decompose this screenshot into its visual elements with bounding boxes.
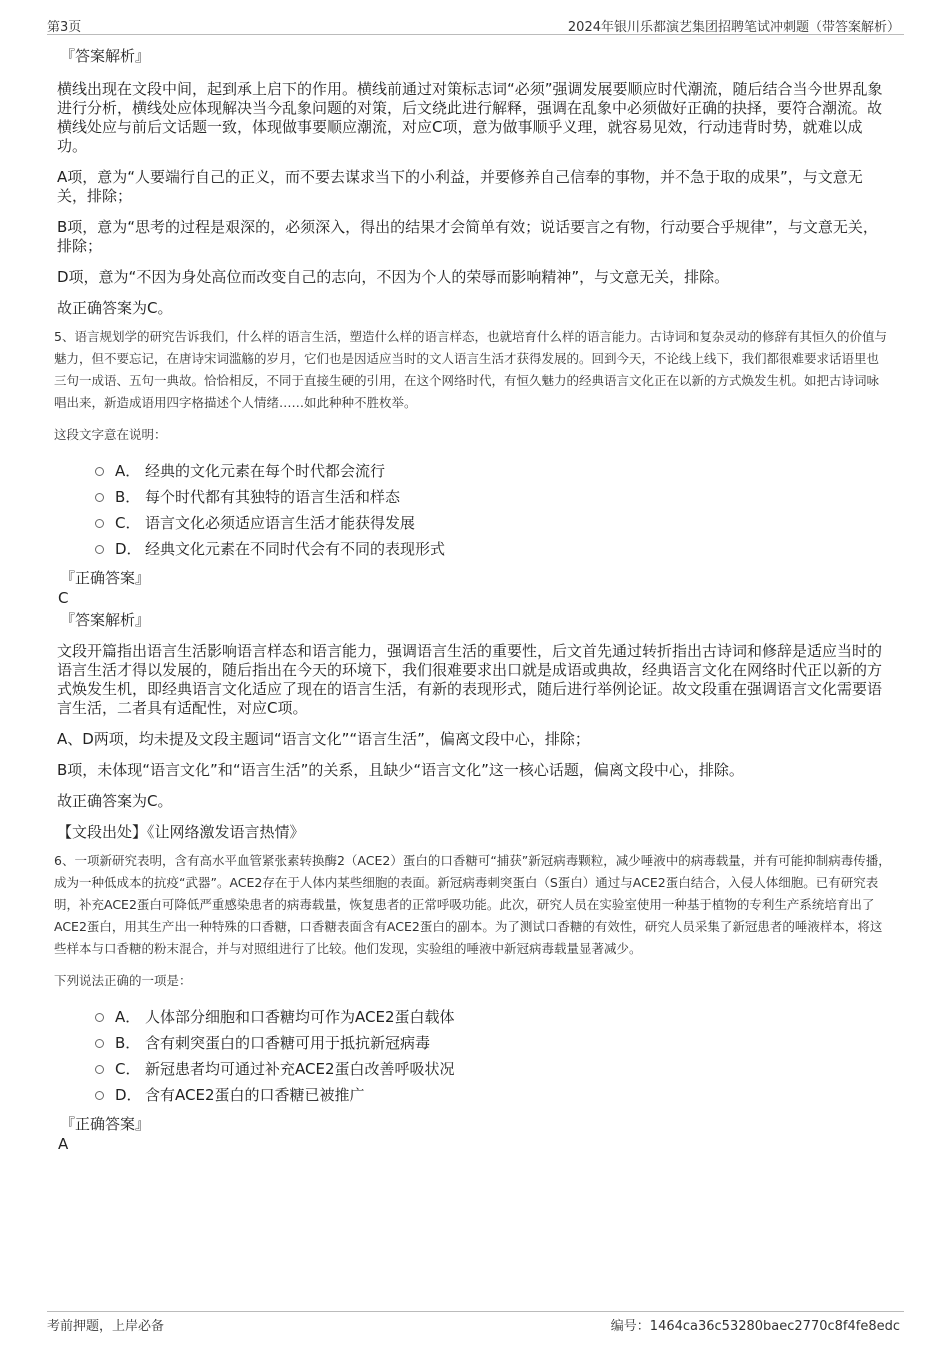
option-text: 经典的文化元素在每个时代都会流行 [145,462,386,480]
option-letter: B． [115,1034,141,1052]
page-footer [47,1311,904,1334]
q4-conclusion: 故正确答案为C。 [57,299,173,317]
option-text: 每个时代都有其独特的语言生活和样态 [145,488,401,506]
q5-analysis-paragraph: 文段开篇指出语言生活影响语言样态和语言能力，强调语言生活的重要性，后文首先通过转折指出古诗词和修辞是适应当时的语言生活才得以发展的，随后指出在今天的环境下，我们很难要求出口就是成语或典故，经典语言文化在网络时代正以新的方式焕发生机，即经典语言文化适应了现在的语言生活，有新的表现形式，随后进行举例论证。故文段重在强调语言文化需要语言生活，二者具有适配性，对应C项。 [57,642,883,717]
radio-icon[interactable] [95,545,104,554]
radio-icon[interactable] [95,1091,104,1100]
q5-option-b[interactable] [95,484,891,510]
option-letter: D． [115,1086,142,1104]
option-text: 含有ACE2蛋白的口香糖已被推广 [145,1086,365,1104]
page-number: 第3页 [47,20,82,35]
q5-question: 这段文字意在说明： [54,427,167,442]
option-letter: C． [115,514,141,532]
q5-conclusion: 故正确答案为C。 [57,792,173,810]
option-text: 含有刺突蛋白的口香糖可用于抵抗新冠病毒 [145,1034,431,1052]
option-letter: B． [115,488,141,506]
page-header [47,14,904,35]
q6-answer: A [58,1135,69,1153]
q5-analysis-label: 『答案解析』 [60,611,151,629]
q5-source: 【文段出处】《让网络激发语言热情》 [57,823,305,841]
q6-option-a[interactable] [95,1004,891,1030]
option-text: 经典文化元素在不同时代会有不同的表现形式 [145,540,446,558]
q5-stem: 5、语言规划学的研究告诉我们，什么样的语言生活，塑造什么样的语言样态，也就培育什么样的语言能力。古诗词和复杂灵动的修辞有其恒久的价值与魅力，但不要忘记，在唐诗宋词滥觞的岁月，它们也是因适应当时的文人语言生活才获得发展的。回到今天，不论线上线下，我们都很难要求话语里也三句一成语、五句一典故。恰恰相反，不同于直接生硬的引用，在这个网络时代，有恒久魅力的经典语言文化正在以新的方式焕发生机。如把古诗词咏唱出来，新造成语用四字格描述个人情绪……如此种种不胜枚举。 [54,329,887,410]
q4-analysis-paragraph: D项，意为“不因为身处高位而改变自己的志向，不因为个人的荣辱而影响精神”，与文意无关，排除。 [57,268,730,286]
radio-icon[interactable] [95,1065,104,1074]
document-title: 2024年银川乐都演艺集团招聘笔试冲刺题（带答案解析） [567,20,900,35]
q4-analysis-paragraph: 横线出现在文段中间，起到承上启下的作用。横线前通过对策标志词“必须”强调发展要顺应时代潮流，随后结合当今世界乱象进行分析，横线处应体现解决当今乱象问题的对策，后文绕此进行解释，强调在乱象中必须做好正确的抉择，要符合潮流。故横线处应与前后文话题一致，体现做事要顺应潮流，对应C项，意为做事顺乎义理，就容易见效，行动违背时势，就难以成功。 [57,80,883,155]
option-text: 语言文化必须适应语言生活才能获得发展 [145,514,416,532]
q6-option-c[interactable] [95,1056,891,1082]
q5-option-c[interactable] [95,510,891,536]
option-letter: A． [115,1008,141,1026]
q5-option-d[interactable] [95,536,891,562]
document-code: 编号：1464ca36c53280baec2770c8f4fe8edc [610,1319,900,1334]
q5-option-a[interactable] [95,458,891,484]
option-text: 人体部分细胞和口香糖均可作为ACE2蛋白载体 [145,1008,455,1026]
radio-icon[interactable] [95,1039,104,1048]
q6-option-d[interactable] [95,1082,891,1108]
q5-answer: C [58,589,69,607]
q6-options [95,1004,891,1108]
q5-analysis-paragraph: B项，未体现“语言文化”和“语言生活”的关系，且缺少“语言文化”这一核心话题，偏离文段中心，排除。 [57,761,744,779]
radio-icon[interactable] [95,1013,104,1022]
q4-analysis-label: 『答案解析』 [60,47,151,65]
q4-analysis-paragraph: B项，意为“思考的过程是艰深的，必须深入，得出的结果才会简单有效；说话要言之有物，行动要合乎规律”，与文意无关，排除； [57,218,878,255]
option-text: 新冠患者均可通过补充ACE2蛋白改善呼吸状况 [145,1060,455,1078]
radio-icon[interactable] [95,493,104,502]
document-body [54,46,891,1154]
q5-analysis-paragraph: A、D两项，均未提及文段主题词“语言文化”“语言生活”，偏离文段中心，排除； [57,730,590,748]
radio-icon[interactable] [95,467,104,476]
q6-option-b[interactable] [95,1030,891,1056]
q4-analysis-paragraph: A项，意为“人要端行自己的正义，而不要去谋求当下的小利益，并要修养自己信奉的事物，并不急于取的成果”，与文意无关，排除； [57,168,863,205]
q5-options [95,458,891,562]
radio-icon[interactable] [95,519,104,528]
q5-answer-label: 『正确答案』 [60,569,151,587]
option-letter: A． [115,462,141,480]
q6-answer-label: 『正确答案』 [60,1115,151,1133]
option-letter: C． [115,1060,141,1078]
q6-stem: 6、一项新研究表明，含有高水平血管紧张素转换酶2（ACE2）蛋白的口香糖可“捕获”新冠病毒颗粒，减少唾液中的病毒载量，并有可能抑制病毒传播，成为一种低成本的抗疫“武器”。ACE2存在于人体内某些细胞的表面。新冠病毒刺突蛋白（S蛋白）通过与ACE2蛋白结合，入侵人体细胞。已有研究表明，补充ACE2蛋白可降低严重感染患者的病毒载量，恢复患者的正常呼吸功能。此次，研究人员在实验室使用一种基于植物的专利生产系统培育出了ACE2蛋白，用其生产出一种特殊的口香糖，口香糖表面含有ACE2蛋白的副本。为了测试口香糖的有效性，研究人员采集了新冠患者的唾液样本，将这些样本与口香糖的粉末混合，并与对照组进行了比较。他们发现，实验组的唾液中新冠病毒载量显著减少。 [54,853,891,956]
q6-question: 下列说法正确的一项是： [54,973,192,988]
option-letter: D． [115,540,142,558]
footer-slogan: 考前押题，上岸必备 [47,1319,165,1334]
